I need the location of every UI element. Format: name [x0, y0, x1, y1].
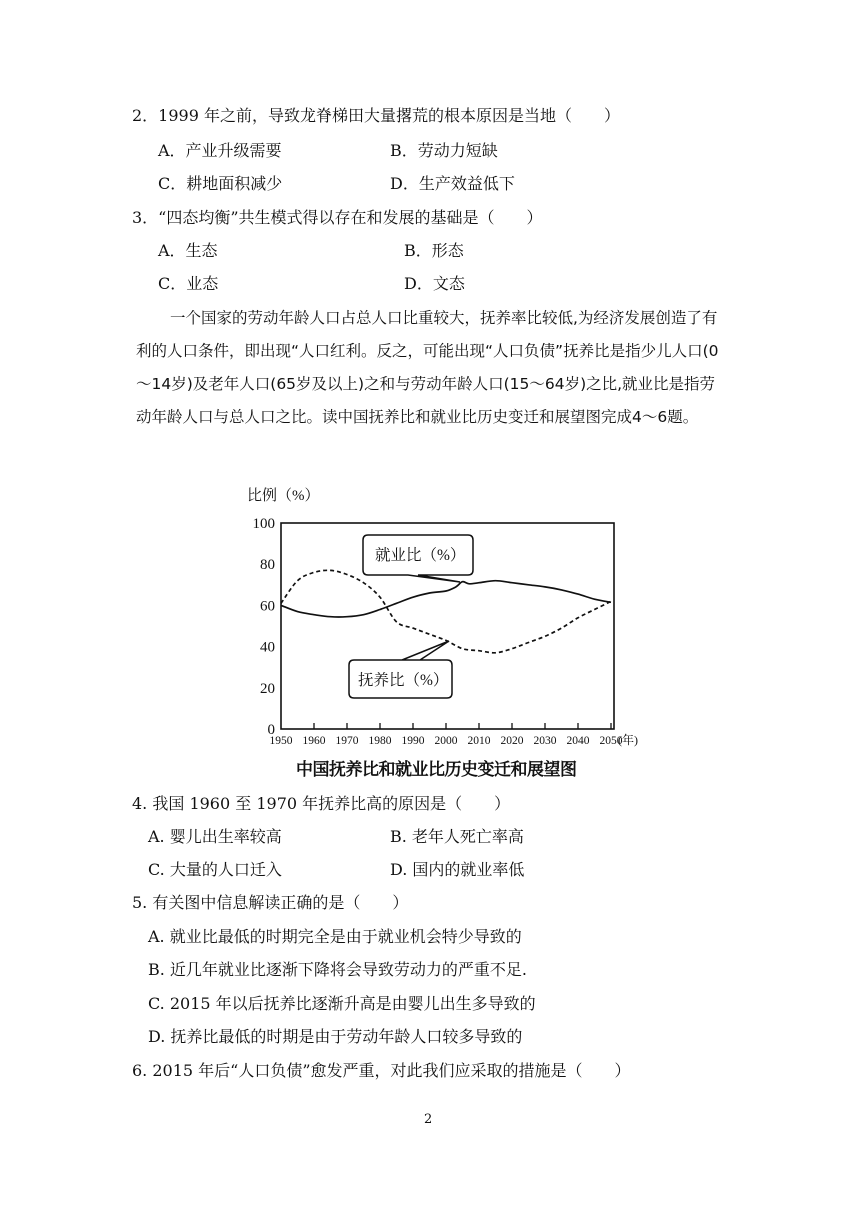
question-2-option-a: A．产业升级需要	[158, 141, 282, 160]
y-tick-label: 20	[260, 680, 275, 697]
y-axis-label: 比例（%）	[247, 488, 320, 504]
question-3-option-b: B．形态	[404, 241, 464, 260]
x-axis	[267, 722, 623, 747]
x-tick-label: 2010	[467, 735, 491, 747]
question-4-option-b: B. 老年人死亡率高	[390, 827, 524, 846]
question-2-option-c: C．耕地面积减少	[158, 174, 283, 193]
dependency-ratio-callout	[349, 641, 452, 698]
question-4-stem: 4. 我国 1960 至 1970 年抚养比高的原因是（ ）	[132, 794, 511, 813]
x-axis-unit: (年)	[618, 733, 638, 747]
x-tick-label: 1990	[401, 735, 425, 747]
y-tick-label: 60	[260, 598, 275, 615]
x-tick-label: 1960	[302, 735, 326, 747]
question-4-option-c: C. 大量的人口迁入	[148, 860, 282, 879]
question-2-stem: 2．1999 年之前，导致龙脊梯田大量撂荒的根本原因是当地（ ）	[132, 106, 620, 125]
page-number: 2	[424, 1112, 433, 1127]
question-6-stem: 6. 2015 年后“人口负债”愈发严重，对此我们应采取的措施是（ ）	[132, 1061, 631, 1080]
question-4-option-d: D. 国内的就业率低	[390, 860, 525, 879]
y-tick-label: 100	[252, 516, 275, 532]
x-tick-label: 1970	[335, 735, 359, 747]
series-layer	[281, 570, 611, 653]
dependency-ratio-label: 抚养比（%）	[358, 672, 449, 689]
population-ratio-chart	[244, 478, 664, 754]
x-tick-label: 2050	[599, 735, 623, 747]
chart-caption: 中国抚养比和就业比历史变迁和展望图	[296, 760, 577, 780]
question-5-option-d: D. 抚养比最低的时期是由于劳动年龄人口较多导致的	[148, 1027, 523, 1046]
question-2-option-b: B．劳动力短缺	[390, 141, 498, 160]
dependency-ratio-line	[281, 570, 611, 653]
question-3-option-c: C．业态	[158, 274, 219, 293]
question-3-option-a: A．生态	[158, 241, 218, 260]
x-tick-label: 2020	[500, 735, 524, 747]
question-3-option-d: D．文态	[404, 274, 465, 293]
x-tick-label: 2040	[566, 735, 590, 747]
question-5-stem: 5. 有关图中信息解读正确的是（ ）	[132, 893, 409, 912]
reading-passage	[136, 302, 726, 434]
employment-ratio-label: 就业比（%）	[375, 547, 466, 564]
y-tick-label: 0	[267, 722, 275, 738]
y-tick-label: 40	[260, 639, 275, 656]
x-tick-label: 2030	[533, 735, 557, 747]
x-tick-label: 2000	[434, 735, 458, 747]
reading-passage-text: 一个国家的劳动年龄人口占总人口比重较大，抚养率比较低,为经济发展创造了有利的人口条件，即出现“人口红利。反之，可能出现“人口负债”抚养比是指少儿人口(0～14岁)及老年人口(65岁及以上)之和与劳动年龄人口(15～64岁)之比,就业比是指劳动年龄人口与总人口之比。读中国抚养比和就业比历史变迁和展望图完成4～6题。	[136, 309, 719, 426]
y-tick-label: 80	[260, 557, 275, 574]
x-tick-label: 1980	[368, 735, 392, 747]
employment-ratio-line	[281, 581, 611, 617]
question-4-option-a: A. 婴儿出生率较高	[148, 827, 282, 846]
question-2-option-d: D．生产效益低下	[390, 174, 515, 193]
question-5-option-b: B. 近几年就业比逐渐下降将会导致劳动力的严重不足.	[148, 960, 528, 979]
question-5-option-a: A. 就业比最低的时期完全是由于就业机会特少导致的	[148, 927, 522, 946]
question-3-stem: 3．“四态均衡”共生模式得以存在和发展的基础是（ ）	[132, 208, 543, 227]
question-5-option-c: C. 2015 年以后抚养比逐渐升高是由婴儿出生多导致的	[148, 994, 536, 1013]
x-tick-label: 1950	[269, 735, 293, 747]
y-axis	[253, 516, 276, 738]
